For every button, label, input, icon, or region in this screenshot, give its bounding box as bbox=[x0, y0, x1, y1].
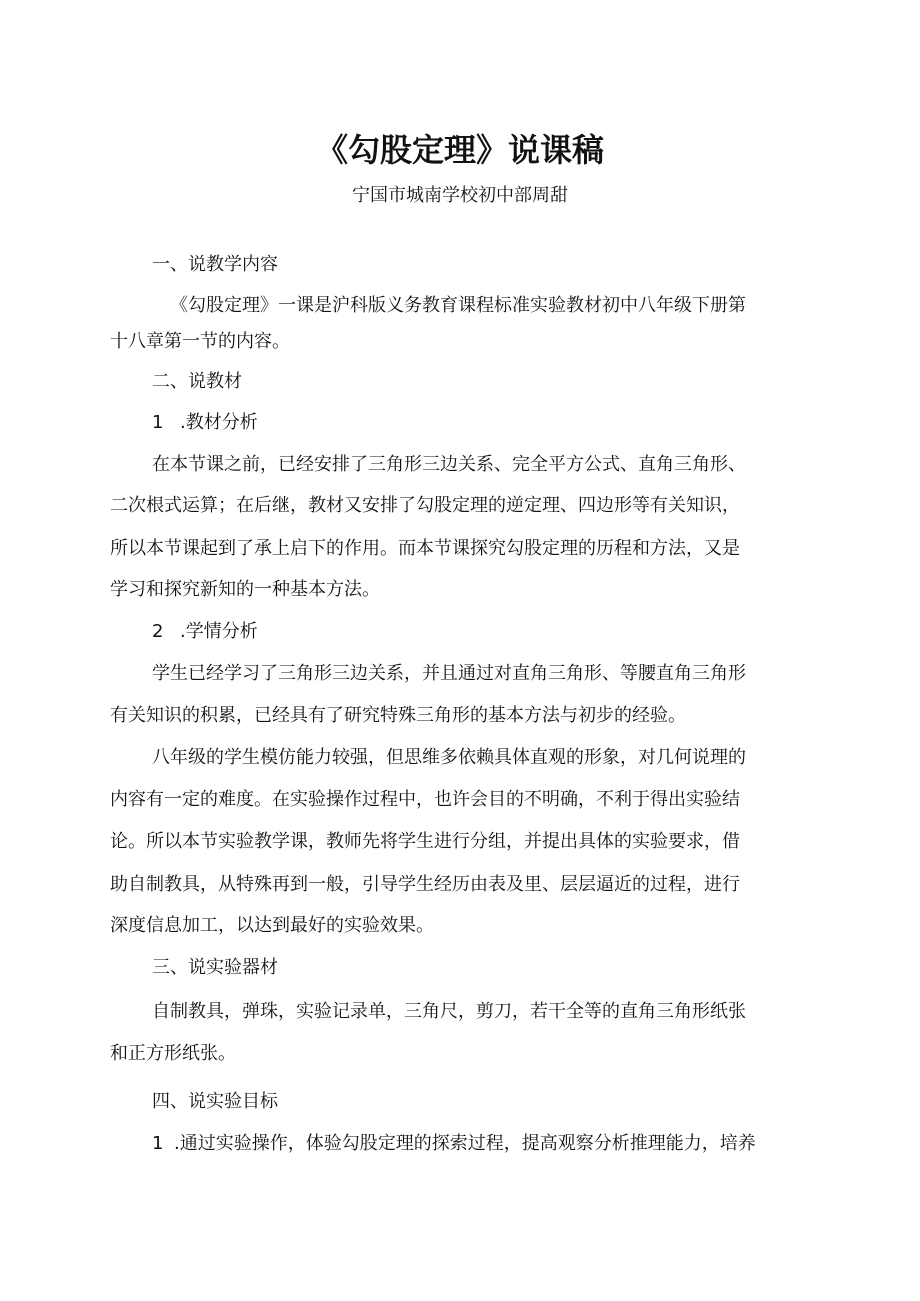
paragraph-line: 和正方形纸张。 bbox=[110, 1043, 236, 1064]
item-text: .通过实验操作，体验勾股定理的探索过程，提高观察分析推理能力，培养 bbox=[174, 1133, 756, 1154]
paragraph-line: 内容有一定的难度。在实验操作过程中，也许会目的不明确，不利于得出实验结 bbox=[110, 789, 740, 810]
paragraph-line: 所以本节课起到了承上启下的作用。而本节课探究勾股定理的历程和方法，又是 bbox=[110, 538, 740, 559]
paragraph-line: 助自制教具，从特殊再到一般，引导学生经历由表及里、层层逼近的过程，进行 bbox=[110, 874, 740, 895]
section-heading-textbook: 二、说教材 bbox=[152, 371, 242, 392]
document-title: 《勾股定理》说课稿 bbox=[315, 131, 604, 169]
paragraph-line: 十八章第一节的内容。 bbox=[110, 331, 290, 352]
item-label: .教材分析 bbox=[180, 412, 258, 433]
paragraph-line: 学习和探究新知的一种基本方法。 bbox=[110, 579, 380, 600]
document-author: 宁国市城南学校初中部周甜 bbox=[352, 185, 568, 206]
paragraph-line: 八年级的学生模仿能力较强，但思维多依赖具体直观的形象，对几何说理的 bbox=[152, 747, 746, 768]
paragraph-line: 论。所以本节实验教学课，教师先将学生进行分组，并提出具体的实验要求，借 bbox=[110, 831, 740, 852]
paragraph-line: 在本节课之前，已经安排了三角形三边关系、完全平方公式、直角三角形、 bbox=[152, 454, 746, 475]
item-number: 1 bbox=[152, 1133, 164, 1154]
paragraph-line: 二次根式运算；在后继，教材又安排了勾股定理的逆定理、四边形等有关知识， bbox=[110, 495, 740, 516]
section-heading-equipment: 三、说实验器材 bbox=[152, 957, 278, 978]
item-number: 2 bbox=[152, 621, 164, 642]
paragraph-line: 有关知识的积累，已经具有了研究特殊三角形的基本方法与初步的经验。 bbox=[110, 705, 686, 726]
item-number: 1 bbox=[152, 412, 164, 433]
objective-item bbox=[152, 1130, 756, 1158]
section-heading-objectives: 四、说实验目标 bbox=[152, 1091, 278, 1112]
paragraph-line: 自制教具，弹珠，实验记录单，三角尺，剪刀，若干全等的直角三角形纸张 bbox=[152, 1001, 746, 1022]
subsection-heading-student-analysis bbox=[152, 618, 258, 646]
paragraph-line: 《勾股定理》一课是沪科版义务教育课程标准实验教材初中八年级下册第 bbox=[170, 295, 746, 316]
subsection-heading-textbook-analysis bbox=[152, 409, 258, 437]
paragraph-line: 深度信息加工，以达到最好的实验效果。 bbox=[110, 915, 434, 936]
item-label: .学情分析 bbox=[180, 621, 258, 642]
section-heading-teaching-content: 一、说教学内容 bbox=[152, 254, 278, 275]
paragraph-line: 学生已经学习了三角形三边关系，并且通过对直角三角形、等腰直角三角形 bbox=[152, 663, 746, 684]
